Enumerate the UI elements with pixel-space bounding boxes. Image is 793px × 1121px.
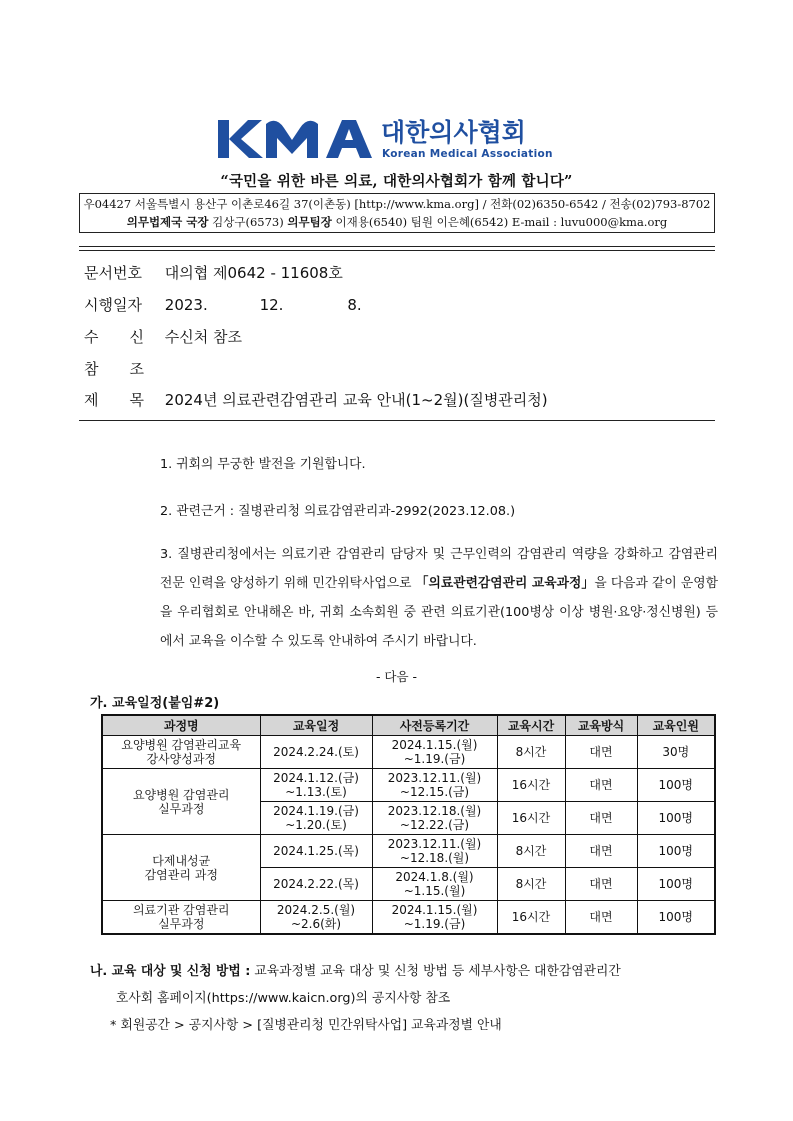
hours-cell: 16시간 (497, 901, 565, 935)
target-text-1: 교육과정별 교육 대상 및 신청 방법 등 세부사항은 대한감염관리간 (250, 964, 621, 979)
capacity-cell: 100명 (637, 802, 715, 835)
recipient-label-1: 수 (84, 328, 99, 346)
address-line: 우04427 서울특별시 용산구 이촌로46길 37(이촌동) [http://www.kma.org] / 전화(02)6350-6542 / 전송(02)793-8702 (83, 197, 711, 211)
course-cell: 다제내성균 감염관리 과정 (102, 835, 260, 901)
registration-cell: 2024.1.15.(월) ~1.19.(금) (372, 736, 497, 769)
hours-cell: 8시간 (497, 868, 565, 901)
subject-label (84, 389, 144, 410)
capacity-cell: 100명 (637, 868, 715, 901)
org-name-ko: 대한의사협회 (381, 118, 526, 147)
registration-cell: 2024.1.8.(월) ~1.15.(월) (372, 868, 497, 901)
doc-date-month: 12. (259, 296, 284, 314)
email[interactable]: E-mail : luvu000@kma.org (511, 215, 668, 229)
doc-number-row (84, 262, 343, 283)
method-cell: 대면 (565, 868, 637, 901)
capacity-cell: 100명 (637, 835, 715, 868)
director-name: 김상구(6573) (212, 215, 284, 229)
schedule-section-title: 가. 교육일정(붙임#2) (90, 696, 220, 711)
reference-label (84, 358, 144, 379)
subject-label-1: 제 (84, 391, 99, 409)
reference-label-1: 참 (84, 360, 99, 378)
header-method: 교육방식 (565, 715, 637, 736)
target-line-1 (90, 958, 621, 986)
header-course: 과정명 (102, 715, 260, 736)
date-cell: 2024.2.24.(토) (260, 736, 372, 769)
paragraph-3-b: 을 다음과 같이 운영함을 우리협회로 안내해온 바, 귀회 소속회원 중 관련 의료기관(100병상 이상 병원·요양·정신병원) 등에서 교육을 이수할 수 있도록 안내하여 주시기 바랍니다. (160, 576, 719, 649)
director-title: 의무법제국 국장 (126, 215, 209, 229)
staff-name: 팀원 이은혜(6542) (410, 215, 509, 229)
method-cell: 대면 (565, 901, 637, 935)
table-row (102, 835, 715, 868)
course-cell: 요양병원 감염관리 실무과정 (102, 769, 260, 835)
registration-cell: 2024.1.15.(월) ~1.19.(금) (372, 901, 497, 935)
recipient-label (84, 326, 144, 347)
capacity-cell: 30명 (637, 736, 715, 769)
reference-label-2: 조 (129, 360, 144, 378)
doc-date-label: 시행일자 (84, 296, 142, 314)
header-date: 교육일정 (260, 715, 372, 736)
paragraph-2: 2. 관련근거 : 질병관리청 의료감염관리과-2992(2023.12.08.) (160, 504, 516, 519)
table-row (102, 736, 715, 769)
header-divider-top (79, 246, 715, 251)
course-cell: 요양병원 감염관리교육 강사양성과정 (102, 736, 260, 769)
schedule-header-row (102, 715, 715, 736)
method-cell: 대면 (565, 769, 637, 802)
doc-subject-row (84, 389, 548, 410)
manager-title: 의무팀장 (287, 215, 332, 229)
header-registration: 사전등록기간 (372, 715, 497, 736)
hours-cell: 8시간 (497, 736, 565, 769)
schedule-table (101, 714, 716, 935)
target-title: 나. 교육 대상 및 신청 방법 : (90, 964, 251, 979)
method-cell: 대면 (565, 835, 637, 868)
date-cell: 2024.1.19.(금) ~1.20.(토) (260, 802, 372, 835)
method-cell: 대면 (565, 802, 637, 835)
date-cell: 2024.2.5.(월) ~2.6(화) (260, 901, 372, 935)
doc-number-value: 대의협 제0642 - 11608호 (164, 264, 343, 282)
doc-date-year: 2023. (164, 296, 208, 314)
capacity-cell: 100명 (637, 769, 715, 802)
method-cell: 대면 (565, 736, 637, 769)
subject-value: 2024년 의료관련감염관리 교육 안내(1~2월)(질병관리청) (164, 391, 548, 409)
registration-cell: 2023.12.18.(월) ~12.22.(금) (372, 802, 497, 835)
date-cell: 2024.1.25.(목) (260, 835, 372, 868)
next-marker: - 다음 - (375, 669, 418, 684)
capacity-cell: 100명 (637, 901, 715, 935)
hours-cell: 16시간 (497, 802, 565, 835)
paragraph-3-bold: 「의료관련감염관리 교육과정」 (415, 576, 595, 591)
table-row (102, 769, 715, 802)
header-divider-bottom (79, 420, 715, 421)
target-text-2: 호사회 홈페이지(https://www.kaicn.org)의 공지사항 참조 (116, 991, 451, 1006)
paragraph-1: 1. 귀회의 무궁한 발전을 기원합니다. (160, 457, 366, 472)
org-name-en: Korean Medical Association (382, 148, 553, 160)
paragraph-3-a: 3. 질병관리청에서는 의료기관 감염관리 담당자 및 근무인력의 감염관리 역량을 강화하고 감염관리 전문 인력을 양성하기 위해 민간위탁사업으로 (160, 547, 718, 591)
doc-date-row (84, 294, 362, 315)
header-hours: 교육시간 (497, 715, 565, 736)
doc-reference-row (84, 358, 160, 379)
slogan: “국민을 위한 바른 의료, 대한의사협회가 함께 합니다” (220, 173, 573, 190)
table-row (102, 901, 715, 935)
hours-cell: 16시간 (497, 769, 565, 802)
date-cell: 2024.1.12.(금) ~1.13.(토) (260, 769, 372, 802)
target-note: * 회원공간 > 공지사항 > [질병관리청 민간위탁사업] 교육과정별 안내 (110, 1018, 502, 1033)
manager-name: 이재용(6540) (335, 215, 408, 229)
contact-line (80, 213, 714, 231)
address-box (79, 193, 715, 233)
course-cell: 의료기관 감염관리 실무과정 (102, 901, 260, 935)
paragraph-3 (76, 540, 718, 656)
date-cell: 2024.2.22.(목) (260, 868, 372, 901)
subject-label-2: 목 (129, 391, 144, 409)
header-capacity: 교육인원 (637, 715, 715, 736)
recipient-value: 수신처 참조 (164, 328, 242, 346)
recipient-label-2: 신 (129, 328, 144, 346)
doc-number-label: 문서번호 (84, 264, 142, 282)
hours-cell: 8시간 (497, 835, 565, 868)
registration-cell: 2023.12.11.(월) ~12.18.(월) (372, 835, 497, 868)
doc-date-day: 8. (347, 296, 362, 314)
kma-logo (218, 116, 578, 162)
doc-recipient-row (84, 326, 242, 347)
registration-cell: 2023.12.11.(월) ~12.15.(금) (372, 769, 497, 802)
